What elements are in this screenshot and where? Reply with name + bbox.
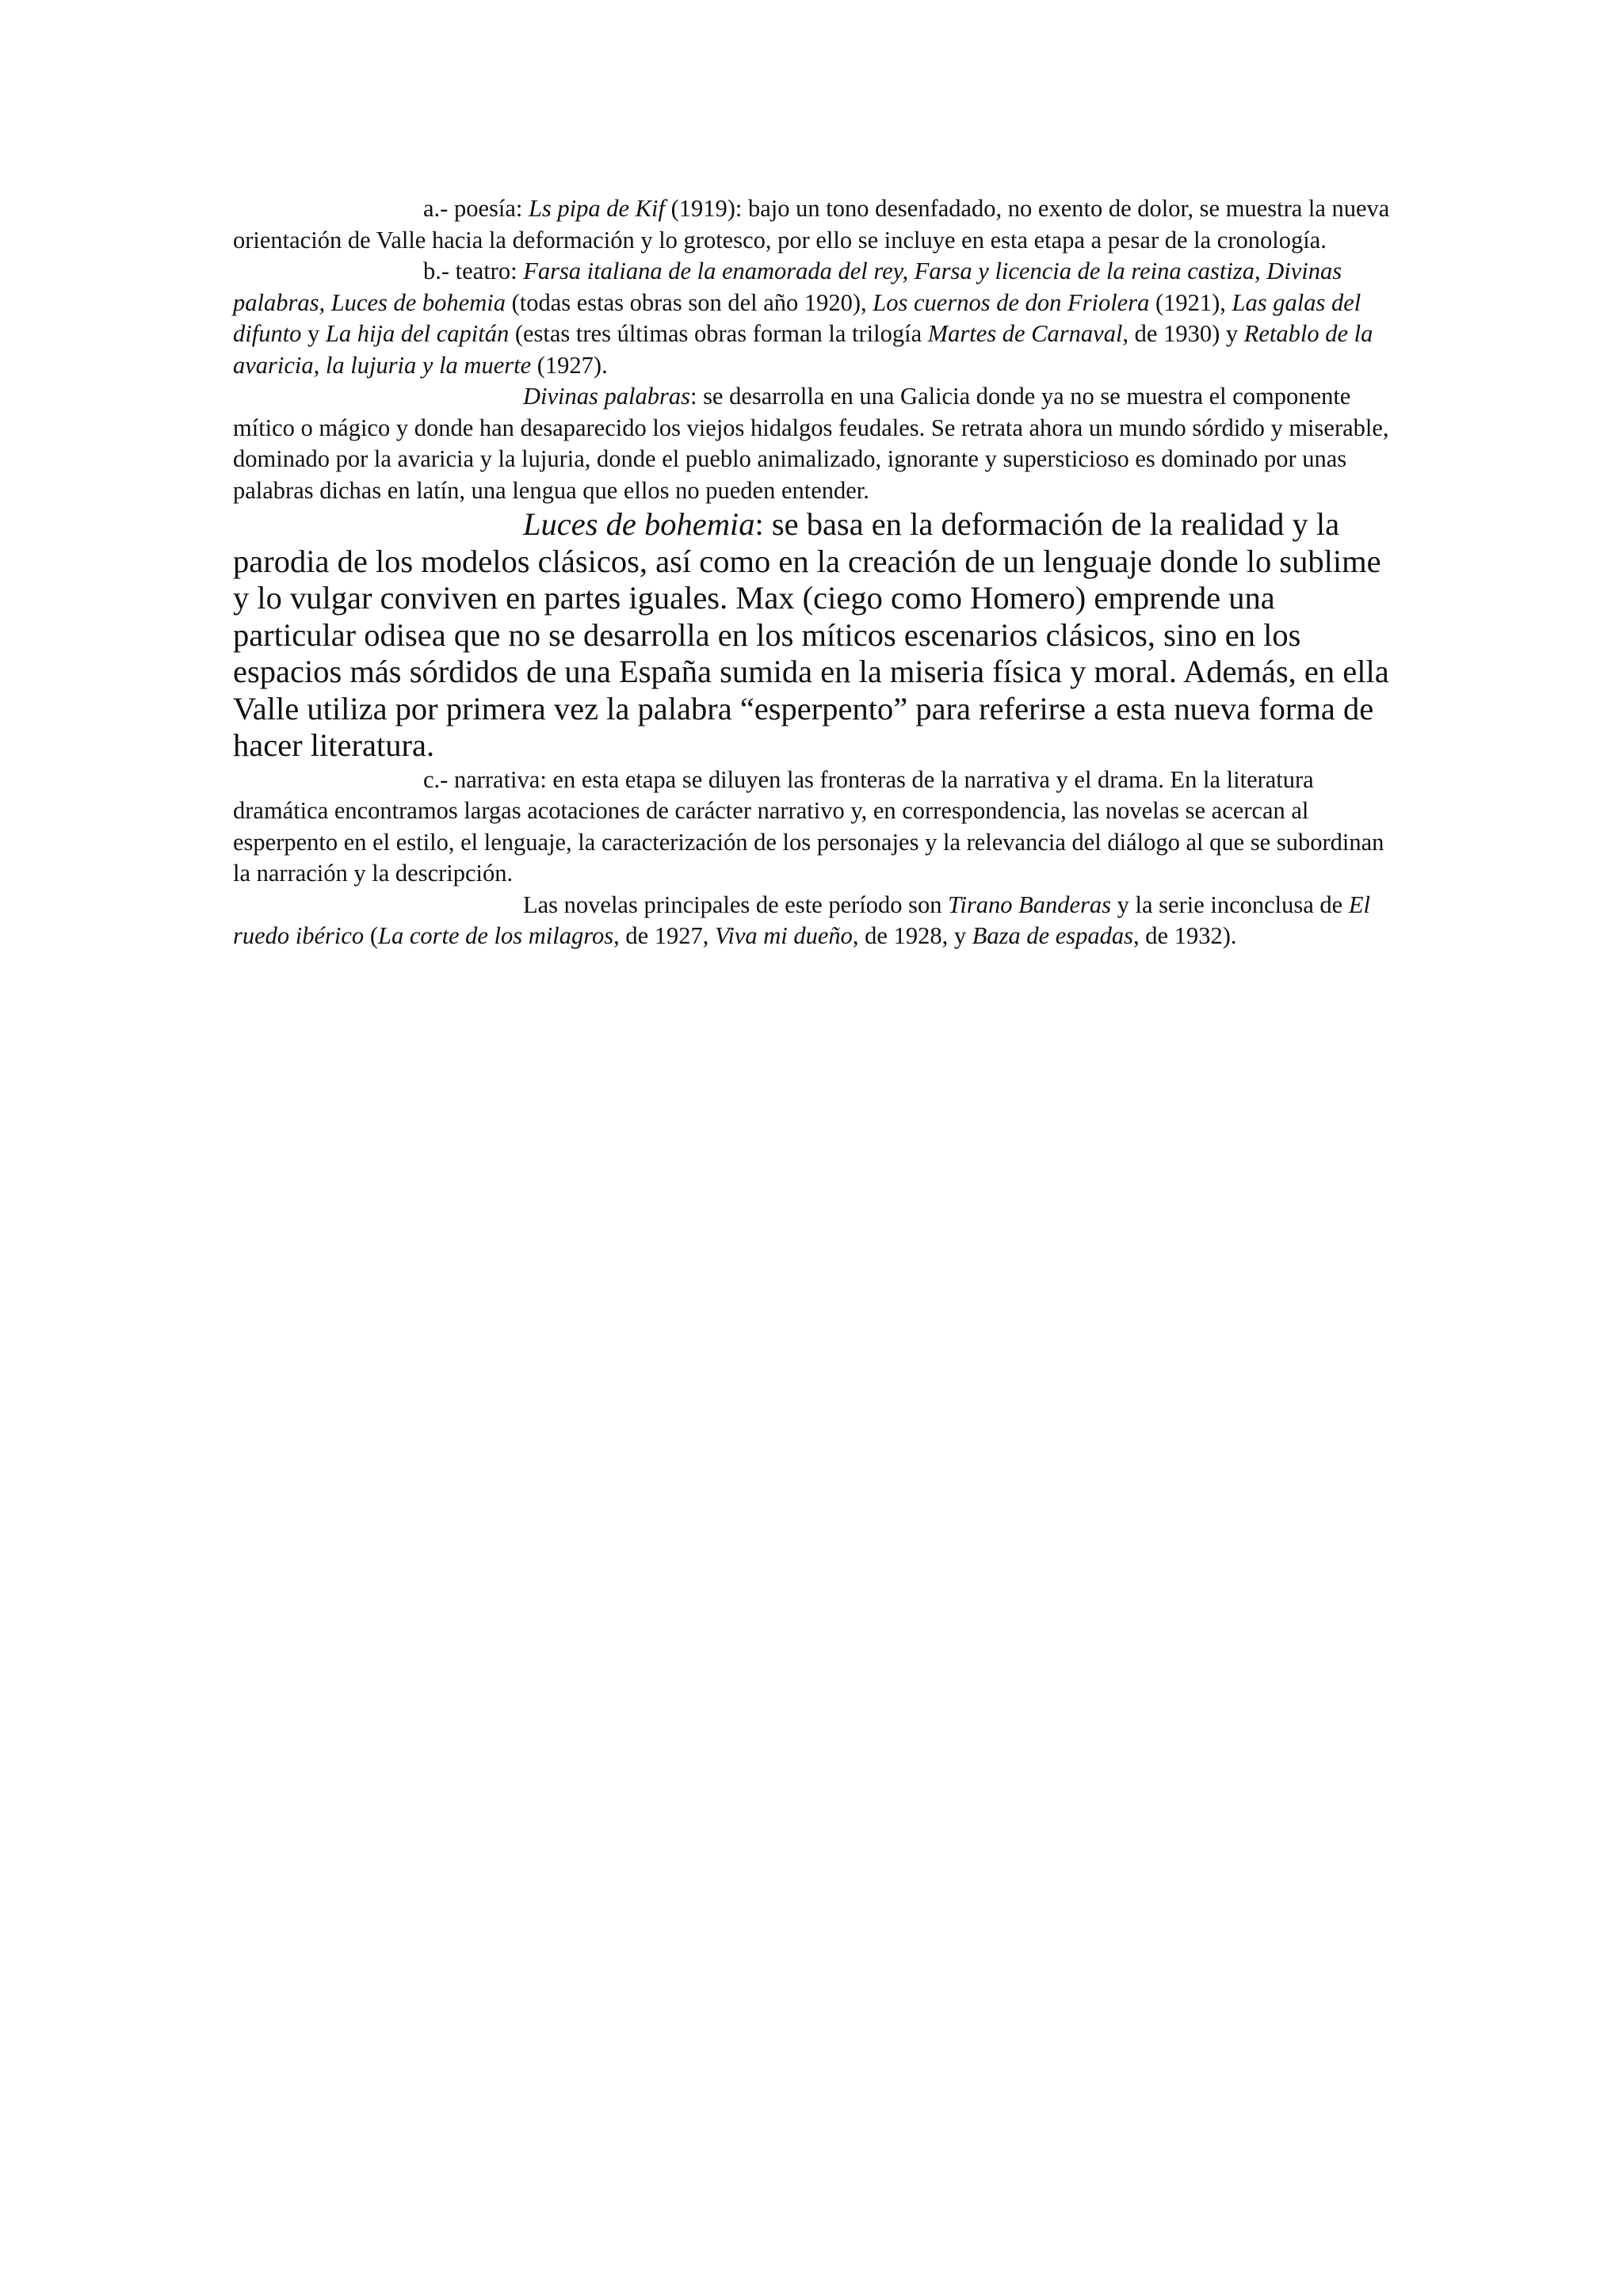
text-run: (1919): bajo un tono desenfadado, no exento de dolor, se muestra la nueva orientación de Valle hacia la deformación y lo grotesco, por ello se incluye en esta etapa a pesar de la cronología. xyxy=(233,195,1390,254)
italic-run: Baza de espadas xyxy=(972,922,1134,949)
text-run: , de 1927, xyxy=(613,922,715,949)
italic-run: La hija del capitán xyxy=(325,320,510,347)
text-run: (1927). xyxy=(531,351,608,379)
text-run: : se desarrolla en una Galicia donde ya no se muestra el componente mítico o mágico y donde han desaparecido los viejos hidalgos feudales. Se retrata ahora un mundo sórdido y miserable, dominado por la avaricia y la lujuria, donde el pueblo animalizado, ignorante y supersticioso es dominado por unas palabras dichas en latín, una lengua que ellos no pueden entender. xyxy=(233,383,1389,504)
italic-run: Divinas palabras xyxy=(523,383,690,410)
text-run: y xyxy=(301,320,326,347)
text-run: , de 1932). xyxy=(1133,922,1237,949)
paragraph-teatro xyxy=(233,256,1398,381)
text-run: : se basa en la deformación de la realidad y la parodia de los modelos clásicos, así como en la creación de un lenguaje donde lo sublime y lo vulgar conviven en partes iguales. Max (ciego como Homero) emprende una particular odisea que no se desarrolla en los míticos escenarios clásicos, sino en los espacios más sórdidos de una España sumida en la miseria física y moral. Además, en ella Valle utiliza por primera vez la palabra “esperpento” para referirse a esta nueva forma de hacer literatura. xyxy=(233,506,1389,763)
text-run: y la serie inconclusa de xyxy=(1111,891,1349,918)
paragraph-novelas xyxy=(233,890,1398,952)
document-body xyxy=(233,193,1398,952)
paragraph-poesia xyxy=(233,193,1398,256)
text-run: (todas estas obras son del año 1920), xyxy=(505,288,873,316)
italic-run: Retablo de la avaricia, la lujuria y la muerte xyxy=(233,320,1373,379)
text-run: (estas tres últimas obras forman la trilogía xyxy=(509,320,928,347)
italic-run: La corte de los milagros xyxy=(377,922,614,949)
paragraph-luces-de-bohemia xyxy=(233,506,1398,765)
text-run: c.- narrativa: en esta etapa se diluyen las fronteras de la narrativa y el drama. En la literatura dramática encontramos largas acotaciones de carácter narrativo y, en correspondencia, las novelas se acercan al esperpento en el estilo, el lenguaje, la caracterización de los personajes y la relevancia del diálogo al que se subordinan la narración y la descripción. xyxy=(233,765,1384,887)
italic-run: Tirano Banderas xyxy=(948,891,1112,918)
text-run: , de 1930) y xyxy=(1122,320,1244,347)
italic-run: Los cuernos de don Friolera xyxy=(873,288,1150,316)
italic-run: Las galas del difunto xyxy=(233,288,1361,347)
italic-run: Ls pipa de Kif xyxy=(528,195,665,222)
italic-run: Viva mi dueño xyxy=(715,922,853,949)
text-run: Las novelas principales de este período son xyxy=(523,891,949,918)
paragraph-divinas-palabras xyxy=(233,381,1398,506)
text-run: a.- poesía: xyxy=(423,195,529,222)
text-run: ( xyxy=(364,922,378,949)
text-run: (1921), xyxy=(1149,288,1232,316)
text-run: b.- teatro: xyxy=(423,257,524,284)
paragraph-narrativa xyxy=(233,765,1398,890)
text-run: , de 1928, y xyxy=(852,922,972,949)
italic-run: El ruedo ibérico xyxy=(233,891,1370,949)
italic-run: Farsa italiana de la enamorada del rey, Farsa y licencia de la reina castiza, Divinas palabras, Luces de bohemia xyxy=(233,257,1342,316)
italic-run: Luces de bohemia xyxy=(523,506,755,542)
italic-run: Martes de Carnaval xyxy=(927,320,1123,347)
